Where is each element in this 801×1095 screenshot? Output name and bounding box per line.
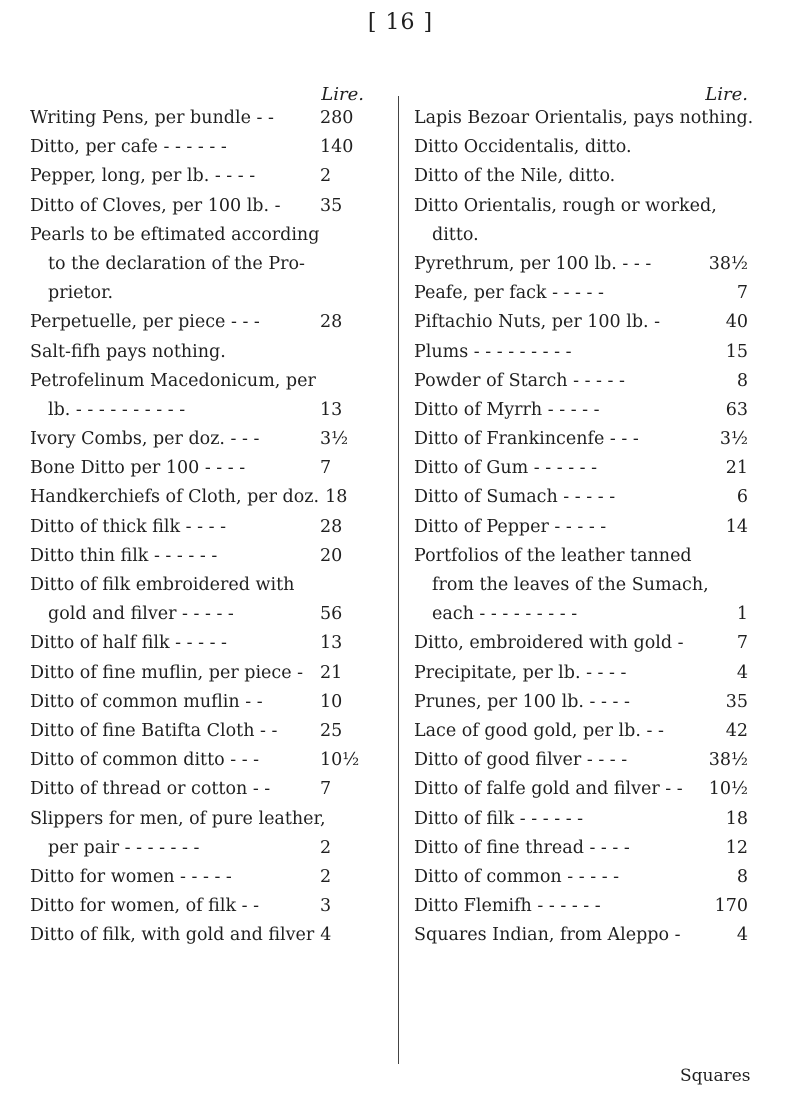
price-row bbox=[414, 921, 748, 950]
item-price: 1 bbox=[736, 604, 748, 625]
item-label: Portfolios of the leather tanned bbox=[414, 545, 692, 566]
price-row bbox=[414, 629, 748, 658]
item-label: Powder of Starch - - - - - bbox=[414, 370, 625, 391]
item-label: Ditto of Pepper - - - - - bbox=[414, 516, 607, 537]
item-label: Ditto of fine muflin, per piece - bbox=[30, 662, 304, 683]
left-column-heading: Lire. bbox=[321, 84, 364, 105]
price-row bbox=[30, 396, 378, 425]
item-label: Writing Pens, per bundle - - bbox=[30, 108, 274, 128]
item-label: Ditto of Gum - - - - - - bbox=[414, 458, 598, 479]
item-label: Ditto for women - - - - - bbox=[30, 866, 232, 887]
item-price: 63 bbox=[725, 399, 748, 420]
price-row bbox=[414, 775, 748, 804]
item-label: Ivory Combs, per doz. - - - bbox=[30, 429, 260, 450]
item-price: 28 bbox=[320, 312, 343, 333]
item-price: 10½ bbox=[708, 779, 748, 800]
item-price: 7 bbox=[320, 779, 332, 800]
item-price: 7 bbox=[320, 458, 332, 479]
item-label: Peafe, per fack - - - - - bbox=[414, 283, 604, 304]
item-price: 14 bbox=[725, 516, 748, 537]
price-row bbox=[30, 746, 378, 775]
page-number: [ 16 ] bbox=[367, 10, 434, 35]
item-price: 13 bbox=[320, 399, 343, 420]
item-label: Ditto of thread or cotton - - bbox=[30, 779, 271, 800]
item-label: Plums - - - - - - - - - bbox=[414, 341, 572, 362]
price-row bbox=[30, 425, 378, 454]
price-row bbox=[414, 221, 748, 250]
left-column bbox=[30, 84, 378, 950]
price-row bbox=[30, 834, 378, 863]
price-row bbox=[30, 775, 378, 804]
item-price: 35 bbox=[320, 195, 343, 216]
item-label: Perpetuelle, per piece - - - bbox=[30, 312, 260, 333]
item-price: 10 bbox=[320, 691, 343, 712]
item-price: 56 bbox=[320, 604, 343, 625]
item-label: Ditto for women, of filk - - bbox=[30, 896, 259, 917]
price-row bbox=[414, 688, 748, 717]
item-price: 21 bbox=[725, 458, 748, 479]
item-label: Lace of good gold, per lb. - - bbox=[414, 720, 664, 741]
price-row bbox=[414, 279, 748, 308]
item-label: Ditto of common muflin - - bbox=[30, 691, 263, 712]
item-price: 42 bbox=[725, 720, 748, 741]
item-label: Ditto of Sumach - - - - - bbox=[414, 487, 616, 508]
price-row bbox=[30, 805, 378, 834]
item-price: 18 bbox=[725, 808, 748, 829]
item-price: 7 bbox=[736, 283, 748, 304]
item-label: Precipitate, per lb. - - - - bbox=[414, 662, 627, 683]
item-label: gold and filver - - - - - bbox=[48, 604, 234, 625]
item-price: 4 bbox=[736, 662, 748, 683]
price-row bbox=[30, 338, 378, 367]
right-column-heading: Lire. bbox=[705, 84, 748, 105]
price-row bbox=[414, 571, 748, 600]
price-row bbox=[30, 571, 378, 600]
price-row bbox=[30, 367, 378, 396]
price-row bbox=[414, 542, 748, 571]
item-label: Ditto of half filk - - - - - bbox=[30, 633, 227, 654]
price-row bbox=[414, 454, 748, 483]
price-row bbox=[414, 162, 748, 191]
item-price: 21 bbox=[320, 662, 343, 683]
item-price: 18 bbox=[325, 487, 348, 508]
item-label: Ditto of common - - - - - bbox=[414, 866, 620, 887]
item-label: to the declaration of the Pro- bbox=[48, 253, 305, 274]
left-price-list bbox=[30, 104, 378, 950]
price-row bbox=[30, 104, 378, 133]
item-label: Ditto of the Nile, ditto. bbox=[414, 166, 616, 187]
item-price: 2 bbox=[320, 837, 332, 858]
price-row bbox=[30, 133, 378, 162]
item-price: 2 bbox=[320, 866, 332, 887]
item-price: 6 bbox=[736, 487, 748, 508]
item-price: 170 bbox=[714, 896, 748, 917]
price-row bbox=[414, 746, 748, 775]
item-price: 35 bbox=[725, 691, 748, 712]
price-row bbox=[30, 513, 378, 542]
item-label: Pepper, long, per lb. - - - - bbox=[30, 166, 256, 187]
item-label: Pyrethrum, per 100 lb. - - - bbox=[414, 253, 652, 274]
price-row bbox=[30, 162, 378, 191]
item-price: 13 bbox=[320, 633, 343, 654]
price-row bbox=[30, 688, 378, 717]
price-row bbox=[30, 279, 378, 308]
item-label: Ditto of common ditto - - - bbox=[30, 750, 260, 771]
item-label: Petrofelinum Macedonicum, per bbox=[30, 370, 316, 391]
item-price: 4 bbox=[320, 925, 332, 946]
item-price: 20 bbox=[320, 545, 343, 566]
price-row bbox=[30, 892, 378, 921]
item-label: Ditto, embroidered with gold - bbox=[414, 633, 684, 654]
item-price: 38½ bbox=[708, 750, 748, 771]
item-price: 8 bbox=[736, 370, 748, 391]
item-price: 28 bbox=[320, 516, 343, 537]
price-row bbox=[414, 367, 748, 396]
item-label: Lapis Bezoar Orientalis, pays nothing. bbox=[414, 108, 754, 128]
item-label: Ditto of good filver - - - - bbox=[414, 750, 628, 771]
price-row bbox=[414, 250, 748, 279]
item-price: 25 bbox=[320, 720, 343, 741]
right-price-list bbox=[414, 104, 754, 950]
price-row bbox=[30, 600, 378, 629]
item-price: 15 bbox=[725, 341, 748, 362]
price-row bbox=[30, 717, 378, 746]
item-price: 7 bbox=[736, 633, 748, 654]
item-label: Pearls to be eftimated according bbox=[30, 224, 320, 245]
item-label: per pair - - - - - - - bbox=[48, 837, 200, 858]
price-row bbox=[30, 863, 378, 892]
item-price: 8 bbox=[736, 866, 748, 887]
item-label: Ditto Flemifh - - - - - - bbox=[414, 896, 601, 917]
item-price: 280 bbox=[320, 108, 354, 128]
price-row bbox=[30, 192, 378, 221]
price-row bbox=[30, 250, 378, 279]
price-row bbox=[30, 454, 378, 483]
item-label: Ditto of Cloves, per 100 lb. - bbox=[30, 195, 281, 216]
price-row bbox=[414, 308, 748, 337]
item-price: 140 bbox=[320, 137, 354, 158]
right-column bbox=[414, 84, 754, 950]
item-label: Ditto of thick filk - - - - bbox=[30, 516, 227, 537]
item-label: Salt-fifh pays nothing. bbox=[30, 341, 226, 362]
price-row bbox=[414, 425, 748, 454]
price-row bbox=[414, 483, 748, 512]
item-label: Ditto of filk embroidered with bbox=[30, 575, 295, 595]
item-label: Bone Ditto per 100 - - - - bbox=[30, 458, 246, 479]
price-row bbox=[414, 805, 748, 834]
price-row bbox=[414, 659, 748, 688]
price-row bbox=[414, 863, 748, 892]
price-row bbox=[30, 221, 378, 250]
item-label: Ditto, per cafe - - - - - - bbox=[30, 137, 227, 158]
item-label: Handkerchiefs of Cloth, per doz. bbox=[30, 487, 320, 508]
price-row bbox=[414, 513, 748, 542]
item-price: 10½ bbox=[320, 750, 360, 771]
price-row bbox=[30, 483, 378, 512]
price-row bbox=[414, 192, 748, 221]
item-label: Ditto Orientalis, rough or worked, bbox=[414, 195, 717, 216]
item-label: Prunes, per 100 lb. - - - - bbox=[414, 691, 630, 712]
item-label: each - - - - - - - - - bbox=[432, 604, 578, 625]
price-row bbox=[30, 542, 378, 571]
item-price: 3½ bbox=[719, 429, 748, 450]
column-divider bbox=[398, 96, 399, 1064]
item-price: 38½ bbox=[708, 253, 748, 274]
price-row bbox=[30, 921, 378, 950]
price-row bbox=[414, 834, 748, 863]
item-label: Ditto Occidentalis, ditto. bbox=[414, 137, 632, 158]
item-label: Ditto of fine thread - - - - bbox=[414, 837, 630, 858]
item-price: 3½ bbox=[320, 429, 349, 450]
price-row bbox=[414, 600, 748, 629]
price-row bbox=[30, 308, 378, 337]
item-label: lb. - - - - - - - - - - bbox=[48, 399, 186, 420]
item-label: prietor. bbox=[48, 283, 114, 304]
item-price: 4 bbox=[736, 925, 748, 946]
item-label: Squares Indian, from Aleppo - bbox=[414, 925, 681, 946]
price-row bbox=[414, 892, 748, 921]
price-row bbox=[30, 659, 378, 688]
price-row bbox=[414, 396, 748, 425]
item-label: Piftachio Nuts, per 100 lb. - bbox=[414, 312, 661, 333]
item-label: Ditto of Frankincenfe - - - bbox=[414, 429, 639, 450]
item-label: from the leaves of the Sumach, bbox=[432, 575, 709, 595]
price-row bbox=[414, 104, 754, 133]
item-label: Ditto of filk, with gold and filver bbox=[30, 925, 315, 946]
item-label: Ditto of fine Batifta Cloth - - bbox=[30, 720, 278, 741]
price-row bbox=[30, 629, 378, 658]
price-row bbox=[414, 717, 748, 746]
item-price: 12 bbox=[725, 837, 748, 858]
price-row bbox=[414, 133, 748, 162]
price-row bbox=[414, 338, 748, 367]
item-label: Ditto of Myrrh - - - - - bbox=[414, 399, 600, 420]
item-price: 2 bbox=[320, 166, 332, 187]
catchword: Squares bbox=[680, 1066, 751, 1086]
item-price: 3 bbox=[320, 896, 332, 917]
item-label: Slippers for men, of pure leather, bbox=[30, 808, 326, 829]
item-label: ditto. bbox=[432, 224, 479, 245]
item-price: 40 bbox=[725, 312, 748, 333]
item-label: Ditto of filk - - - - - - bbox=[414, 808, 584, 829]
item-label: Ditto of falfe gold and filver - - bbox=[414, 779, 683, 800]
item-label: Ditto thin filk - - - - - - bbox=[30, 545, 218, 566]
